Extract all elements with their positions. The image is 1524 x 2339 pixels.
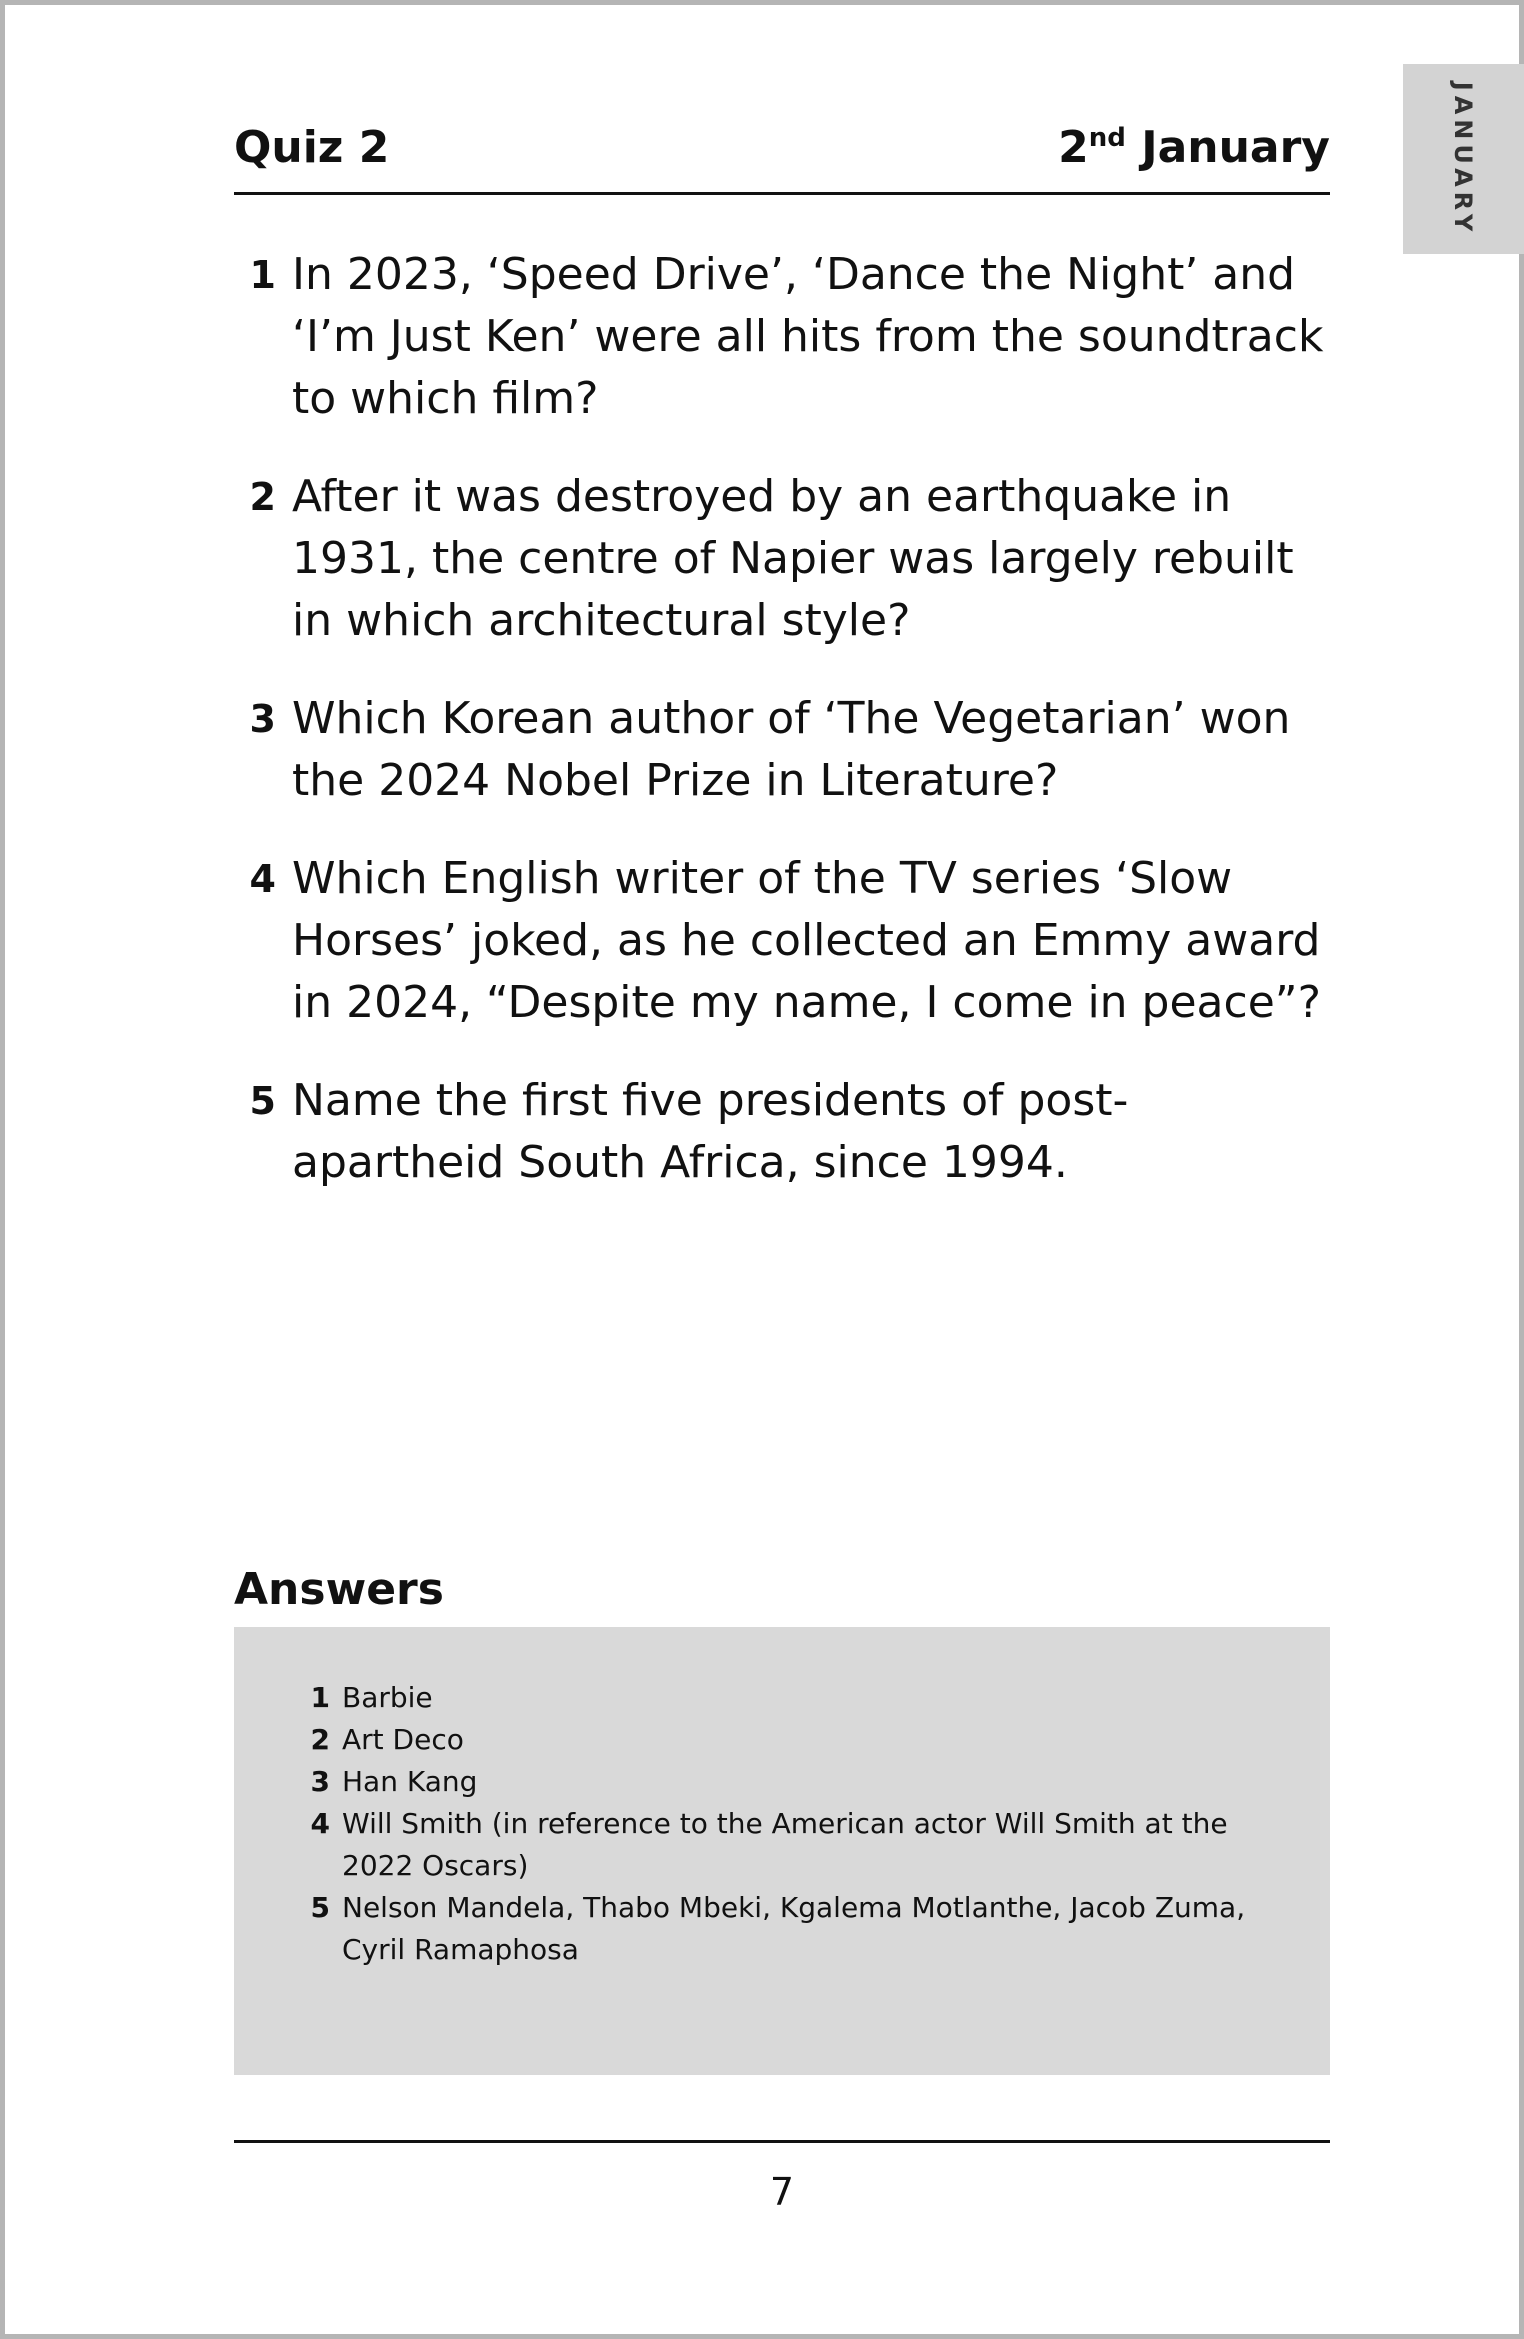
question-text: In 2023, ‘Speed Drive’, ‘Dance the Night’ and ‘I’m Just Ken’ were all hits from the soundtrack to which film? [292,249,1324,424]
answers-box [234,1627,1330,2075]
question-text: Which Korean author of ‘The Vegetarian’ won the 2024 Nobel Prize in Literature? [292,693,1291,806]
question-text: Name the first five presidents of post-apartheid South Africa, since 1994. [292,1075,1129,1188]
date-month: January [1141,122,1330,173]
question-number: 2 [249,475,276,519]
question-list [234,244,1334,1230]
question-number: 1 [249,253,276,297]
month-tab-label: JANUARY [1449,81,1477,237]
answers-heading: Answers [234,1564,444,1615]
answer-item [306,1887,1266,1971]
footer-divider [234,2140,1330,2143]
answer-number: 2 [310,1723,330,1756]
question-item [234,848,1334,1034]
answer-number: 4 [310,1807,330,1840]
answers-list [306,1677,1266,1971]
answer-text: Han Kang [342,1765,478,1798]
question-item [234,688,1334,812]
question-number: 3 [249,697,276,741]
answer-number: 1 [310,1681,330,1714]
answer-item [306,1803,1266,1887]
answer-text: Nelson Mandela, Thabo Mbeki, Kgalema Motlanthe, Jacob Zuma, Cyril Ramaphosa [342,1891,1246,1966]
page-number: 7 [769,2170,795,2214]
quiz-title: Quiz 2 [234,122,390,173]
question-number: 4 [249,857,276,901]
page-header [234,118,1330,178]
question-text: Which English writer of the TV series ‘Slow Horses’ joked, as he collected an Emmy award in 2024, “Despite my name, I come in peace”? [292,853,1321,1028]
answer-text: Art Deco [342,1723,464,1756]
question-item [234,466,1334,652]
month-side-tab [1403,64,1524,254]
answer-item [306,1761,1266,1803]
date-day: 2 [1058,122,1089,173]
question-number: 5 [249,1079,276,1123]
answer-number: 5 [310,1891,330,1924]
quiz-date [1058,118,1330,178]
date-suffix: nd [1088,123,1126,153]
header-divider [234,192,1330,195]
question-item [234,244,1334,430]
question-text: After it was destroyed by an earthquake in 1931, the centre of Napier was largely rebuilt in which architectural style? [292,471,1294,646]
answer-text: Will Smith (in reference to the American actor Will Smith at the 2022 Oscars) [342,1807,1228,1882]
answer-item [306,1677,1266,1719]
answer-text: Barbie [342,1681,433,1714]
answer-item [306,1719,1266,1761]
answer-number: 3 [310,1765,330,1798]
question-item [234,1070,1334,1194]
